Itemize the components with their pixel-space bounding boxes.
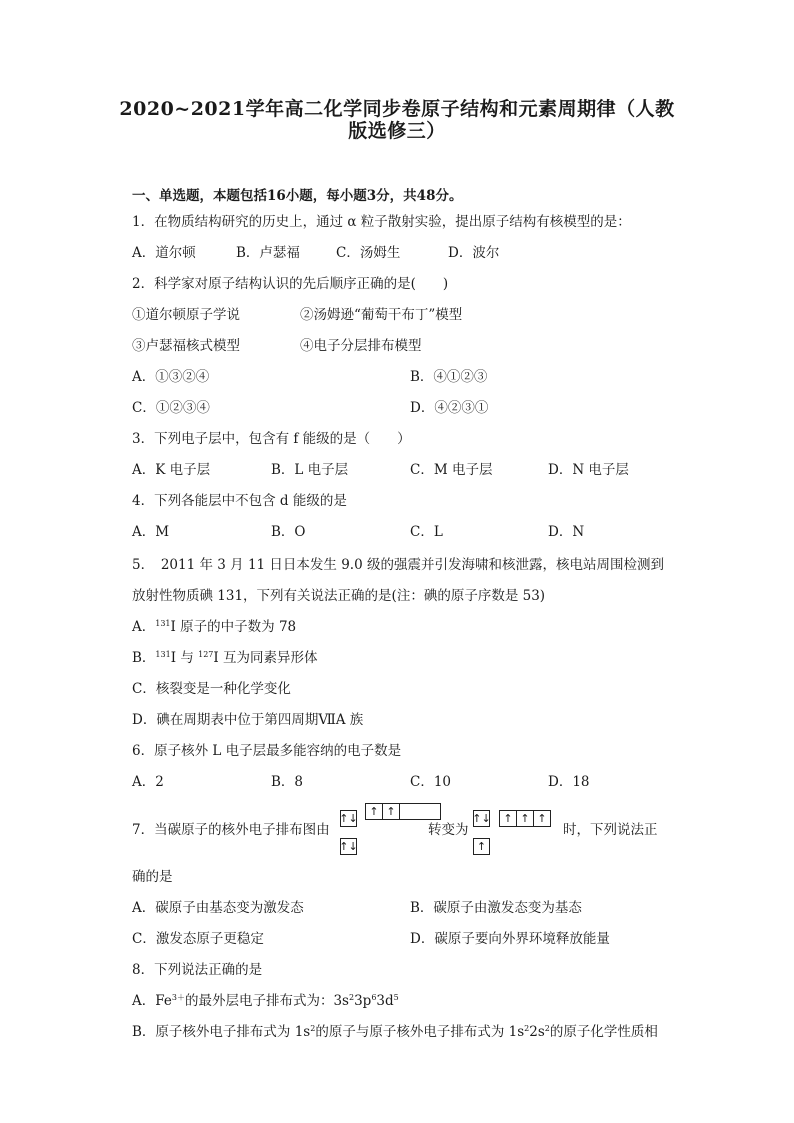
q4-stem: 4．下列各能层中不包含 d 能级的是 xyxy=(132,493,347,509)
orbital-box: ↑↓ xyxy=(472,812,491,825)
q6-option-d[interactable]: D．18 xyxy=(548,774,590,790)
q5-b-mass-number-1: 131 xyxy=(155,650,171,659)
q1-option-a[interactable]: A．道尔顿 xyxy=(132,245,196,261)
q7-option-a[interactable]: A．碳原子由基态变为激发态 xyxy=(132,900,304,916)
q1-option-c[interactable]: C．汤姆生 xyxy=(336,245,401,261)
q2-item-4: ④电子分层排布模型 xyxy=(300,338,422,354)
q5-stem-line2: 放射性物质碘 131，下列有关说法正确的是(注：碘的原子序数是 53) xyxy=(132,588,546,604)
q2-stem: 2．科学家对原子结构认识的先后顺序正确的是( ) xyxy=(132,276,449,292)
q4-option-d[interactable]: D．N xyxy=(548,524,585,540)
q8-a-sup: 6 xyxy=(371,993,377,1002)
q5-a-label: A． xyxy=(132,619,156,635)
q5-b-label: B． xyxy=(132,650,156,666)
q3-option-a[interactable]: A．K 电子层 xyxy=(132,462,211,478)
q7-stem-post: 时，下列说法正 xyxy=(563,822,658,838)
q7-stem-pre: 7．当碳原子的核外电子排布图由 xyxy=(132,822,330,838)
q7-to-2p-orbitals xyxy=(499,810,551,827)
q2-option-d[interactable]: D．④②③① xyxy=(410,400,489,416)
q8-option-b[interactable] xyxy=(132,1022,658,1042)
q2-option-c[interactable]: C．①②③④ xyxy=(132,400,210,416)
page-title-line2 xyxy=(100,116,694,143)
q7-stem-mid: 转变为 xyxy=(428,822,469,838)
q8-b-sup: 2 xyxy=(524,1024,530,1033)
q2-item-1: ①道尔顿原子学说 xyxy=(132,307,240,323)
orbital-box: ↑ xyxy=(533,810,551,827)
orbital-box: ↑ xyxy=(516,810,534,827)
orbital-box: ↑↓ xyxy=(339,840,358,853)
q5-option-d[interactable]: D．碘在周期表中位于第四周期ⅦA 族 xyxy=(132,712,364,728)
q8-a-sup: 5 xyxy=(393,993,399,1002)
orbital-box: ↑↓ xyxy=(339,812,358,825)
q2-option-a[interactable]: A．①③②④ xyxy=(132,369,210,385)
q8-b-sup: 2 xyxy=(310,1024,316,1033)
q4-option-a[interactable]: A．M xyxy=(132,524,170,540)
q8-a-text: 3d xyxy=(376,993,394,1009)
q7-from-1s-orbital xyxy=(340,810,357,827)
q5-a-text: I 原子的中子数为 78 xyxy=(170,619,297,635)
q3-option-d[interactable]: D．N 电子层 xyxy=(548,462,629,478)
q1-option-d[interactable]: D．波尔 xyxy=(448,245,500,261)
q4-option-c[interactable]: C．L xyxy=(410,524,443,540)
orbital-box: ↑ xyxy=(473,838,490,855)
q8-b-sup: 2 xyxy=(544,1024,550,1033)
q7-stem-line2: 确的是 xyxy=(132,869,173,885)
q2-option-b[interactable]: B．④①②③ xyxy=(410,369,488,385)
q1-stem: 1．在物质结构研究的历史上，通过 α 粒子散射实验，提出原子结构有核模型的是： xyxy=(132,214,631,230)
q3-option-c[interactable]: C．M 电子层 xyxy=(410,462,493,478)
q7-option-b[interactable]: B．碳原子由激发态变为基态 xyxy=(410,900,582,916)
q8-b-text: 2s xyxy=(529,1024,545,1040)
q5-stem-line1: 5． 2011 年 3 月 11 日日本发生 9.0 级的强震并引发海啸和核泄露，核电站周围检测到 xyxy=(132,557,664,573)
q7-from-2s-orbital xyxy=(340,838,357,855)
orbital-box xyxy=(399,803,441,820)
q4-option-b[interactable]: B．O xyxy=(271,524,306,540)
q6-option-c[interactable]: C．10 xyxy=(410,774,452,790)
orbital-box: ↑ xyxy=(382,803,400,820)
q6-option-b[interactable]: B．8 xyxy=(271,774,304,790)
q8-a-label: A．Fe xyxy=(132,993,172,1009)
q5-b-mid: I 与 xyxy=(170,650,199,666)
q1-option-b[interactable]: B．卢瑟福 xyxy=(236,245,300,261)
q5-option-c[interactable]: C．核裂变是一种化学变化 xyxy=(132,681,291,697)
q6-option-a[interactable]: A．2 xyxy=(132,774,164,790)
q7-to-2s-orbital xyxy=(473,838,490,855)
q8-b-text: B．原子核外电子排布式为 1s xyxy=(132,1024,311,1040)
q3-stem: 3．下列电子层中，包含有 f 能级的是（ ） xyxy=(132,431,411,447)
q8-a-sup: 2 xyxy=(349,993,355,1002)
q8-b-text: 的原子化学性质相 xyxy=(549,1024,658,1040)
q8-b-text: 的原子与原子核外电子排布式为 1s xyxy=(315,1024,525,1040)
q5-b-mass-number-2: 127 xyxy=(198,650,214,659)
q8-a-text: 的最外层电子排布式为：3s xyxy=(184,993,349,1009)
page-title-line2-text: 版选修三） xyxy=(348,120,446,142)
q6-stem: 6．原子核外 L 电子层最多能容纳的电子数是 xyxy=(132,743,402,759)
section-heading: 一、单选题，本题包括16小题，每小题3分，共48分。 xyxy=(132,188,463,204)
q5-option-a[interactable] xyxy=(132,617,296,637)
q8-a-charge: 3＋ xyxy=(171,993,185,1002)
q8-option-a[interactable] xyxy=(132,991,399,1011)
q2-item-3: ③卢瑟福核式模型 xyxy=(132,338,240,354)
page-title-line1: 2020~2021学年高二化学同步卷原子结构和元素周期律（人教 xyxy=(119,98,675,120)
orbital-box: ↑ xyxy=(499,810,517,827)
q7-option-d[interactable]: D．碳原子要向外界环境释放能量 xyxy=(410,931,610,947)
q8-a-text: 3p xyxy=(354,993,372,1009)
q5-a-mass-number: 131 xyxy=(155,619,171,628)
q7-to-1s-orbital xyxy=(473,810,490,827)
q3-option-b[interactable]: B．L 电子层 xyxy=(271,462,349,478)
q5-b-text: I 互为同素异形体 xyxy=(213,650,318,666)
q8-stem: 8．下列说法正确的是 xyxy=(132,962,263,978)
q7-option-c[interactable]: C．激发态原子更稳定 xyxy=(132,931,264,947)
orbital-box: ↑ xyxy=(365,803,383,820)
q7-from-2p-orbitals xyxy=(365,803,441,820)
q2-item-2: ②汤姆逊“葡萄干布丁”模型 xyxy=(300,307,463,323)
q5-option-b[interactable] xyxy=(132,648,318,668)
